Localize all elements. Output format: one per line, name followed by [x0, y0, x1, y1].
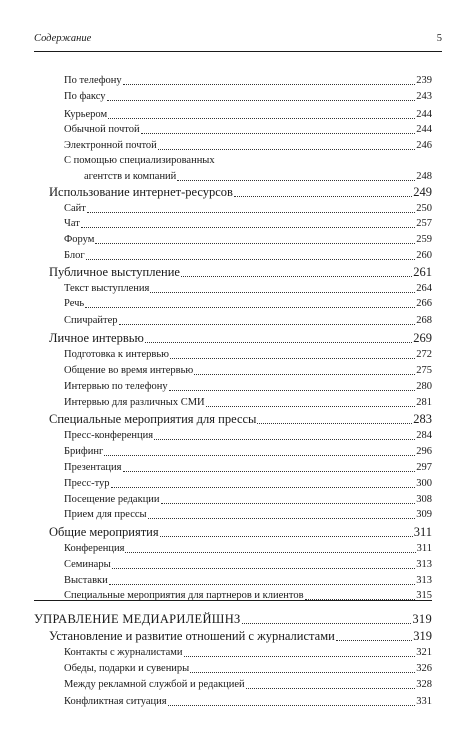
toc-entry-label: Конференция: [64, 543, 125, 554]
dot-leader: [85, 307, 415, 308]
toc-entry-label: Общие мероприятия: [49, 525, 159, 539]
toc-entry-label: Презентация: [64, 462, 122, 473]
toc-entry-page: 244: [416, 109, 432, 120]
dot-leader: [123, 471, 416, 472]
toc-section-entry[interactable]: [64, 510, 432, 521]
toc-part-heading[interactable]: [34, 613, 432, 626]
toc-entry-page: 264: [416, 283, 432, 294]
toc-section-entry[interactable]: [64, 110, 432, 121]
toc-entry-page: 268: [416, 315, 432, 326]
toc-section-entry[interactable]: [64, 648, 432, 659]
toc-entry-label: Специальные мероприятия для прессы: [49, 412, 257, 426]
toc-entry-label: Пресс-тур: [64, 478, 110, 489]
toc-chapter-entry[interactable]: [49, 266, 432, 279]
toc-entry-label: Сайт: [64, 203, 86, 214]
dot-leader: [141, 133, 416, 134]
toc-entry-page: 283: [413, 412, 432, 426]
header-page-number: 5: [436, 33, 442, 44]
toc-entry-label: Контакты с журналистами: [64, 647, 183, 658]
toc-entry-label: Спичрайтер: [64, 315, 118, 326]
toc-entry-page: 326: [416, 663, 432, 674]
toc-entry-label: Установление и развитие отношений с журналистами: [49, 629, 335, 643]
toc-entry-page: 309: [416, 509, 432, 520]
toc-entry-label: По факсу: [64, 91, 106, 102]
toc-section-entry[interactable]: [64, 560, 432, 571]
dot-leader: [190, 672, 415, 673]
dot-leader: [158, 149, 415, 150]
toc-section-entry[interactable]: [64, 76, 432, 87]
dot-leader: [112, 568, 416, 569]
toc-entry-label: Блог: [64, 250, 85, 261]
dot-leader: [160, 536, 413, 537]
section-divider: [34, 600, 432, 601]
toc-chapter-entry[interactable]: [49, 630, 432, 643]
toc-entry-page: 319: [412, 612, 432, 626]
toc-entry-page: 243: [416, 91, 432, 102]
toc-entry-label: Прием для прессы: [64, 509, 147, 520]
toc-section-entry[interactable]: [64, 204, 432, 215]
toc-entry-label: Личное интервью: [49, 331, 144, 345]
dot-leader: [108, 118, 415, 119]
toc-entry-label: Пресс-конференция: [64, 430, 154, 441]
dot-leader: [161, 503, 416, 504]
toc-section-entry[interactable]: [64, 219, 432, 230]
toc-entry-label: агентств и компаний: [84, 171, 177, 182]
toc-section-entry[interactable]: [64, 479, 432, 490]
toc-section-entry[interactable]: [64, 350, 432, 361]
dot-leader: [150, 292, 415, 293]
dot-leader: [95, 243, 415, 244]
toc-section-entry[interactable]: [84, 172, 432, 183]
dot-leader: [177, 180, 415, 181]
dot-leader: [148, 518, 416, 519]
dot-leader: [336, 640, 412, 641]
toc-section-entry[interactable]: [64, 447, 432, 458]
toc-section-entry[interactable]: [64, 664, 432, 675]
toc-entry-page: 257: [416, 218, 432, 229]
toc-entry-page: 313: [416, 559, 432, 570]
toc-section-entry[interactable]: [64, 544, 432, 555]
toc-section-entry[interactable]: [64, 680, 432, 691]
toc-entry-label: Общение во время интервью: [64, 365, 194, 376]
toc-entry-label: Речь: [64, 298, 85, 309]
dot-leader: [170, 358, 415, 359]
toc-entry-page: 248: [416, 171, 432, 182]
toc-entry-page: 321: [416, 647, 432, 658]
toc-entry-label: Курьером: [64, 109, 108, 120]
toc-entry-page: 249: [413, 185, 432, 199]
dot-leader: [194, 374, 415, 375]
toc-section-entry[interactable]: [64, 284, 432, 295]
toc-section-entry[interactable]: [64, 382, 432, 393]
toc-section-entry[interactable]: [64, 576, 432, 587]
toc-entry-label: Чат: [64, 218, 80, 229]
toc-entry-page: 313: [416, 575, 432, 586]
toc-entry-page: 297: [416, 462, 432, 473]
dot-leader: [125, 552, 415, 553]
toc-entry-page: 260: [416, 250, 432, 261]
toc-entry-label: Использование интернет-ресурсов: [49, 185, 233, 199]
toc-entry-label: Подготовка к интервью: [64, 349, 169, 360]
toc-entry-page: 311: [416, 543, 432, 554]
dot-leader: [257, 423, 412, 424]
toc-entry-page: 250: [416, 203, 432, 214]
header-rule: [34, 51, 442, 52]
dot-leader: [184, 656, 416, 657]
toc-section-entry[interactable]: [64, 697, 432, 708]
toc-section-entry[interactable]: [64, 316, 432, 327]
dot-leader: [111, 487, 416, 488]
toc-entry-page: 239: [416, 75, 432, 86]
dot-leader: [145, 342, 412, 343]
toc-section-entry[interactable]: [64, 495, 432, 506]
toc-entry-label: Электронной почтой: [64, 140, 157, 151]
toc-section-entry[interactable]: [64, 92, 432, 103]
toc-entry-page: 280: [416, 381, 432, 392]
toc-entry-page: 281: [416, 397, 432, 408]
toc-entry-page: 311: [413, 525, 432, 539]
toc-entry-page: 269: [413, 331, 432, 345]
toc-entry-label: Интервью для различных СМИ: [64, 397, 205, 408]
dot-leader: [123, 84, 416, 85]
toc-section-entry[interactable]: [64, 299, 432, 310]
dot-leader: [109, 584, 415, 585]
toc-entry-page: 244: [416, 124, 432, 135]
toc-entry-label: Обеды, подарки и сувениры: [64, 663, 190, 674]
dot-leader: [119, 324, 416, 325]
toc-entry-page: 328: [416, 679, 432, 690]
toc-entry-page: 308: [416, 494, 432, 505]
toc-entry-label: УПРАВЛЕНИЕ МЕДИАРИЛЕЙШНЗ: [34, 612, 241, 626]
toc-entry-label: Интервью по телефону: [64, 381, 168, 392]
toc-entry-page: 272: [416, 349, 432, 360]
toc-entry-label: Между рекламной службой и редакцией: [64, 679, 245, 690]
toc-chapter-entry[interactable]: [49, 526, 432, 539]
toc-entry-page: 296: [416, 446, 432, 457]
toc-entry-label: Посещение редакции: [64, 494, 160, 505]
toc-section-entry[interactable]: [64, 463, 432, 474]
toc-entry-label: Обычной почтой: [64, 124, 140, 135]
toc-entry-label: Конфликтная ситуация: [64, 696, 167, 707]
dot-leader: [246, 688, 416, 689]
toc-section-entry[interactable]: [64, 125, 432, 136]
toc-entry-label: Текст выступления: [64, 283, 150, 294]
toc-chapter-entry[interactable]: [49, 413, 432, 426]
toc-entry-page: 319: [413, 629, 432, 643]
dot-leader: [168, 705, 416, 706]
dot-leader: [87, 212, 415, 213]
dot-leader: [107, 100, 416, 101]
dot-leader: [206, 406, 416, 407]
toc-section-entry[interactable]: [64, 366, 432, 377]
dot-leader: [154, 439, 415, 440]
header-title: Содержание: [34, 33, 92, 44]
toc-chapter-entry[interactable]: [49, 186, 432, 199]
toc-entry-label: Брифинг: [64, 446, 104, 457]
toc-section-entry[interactable]: [64, 141, 432, 152]
toc-entry-page: 275: [416, 365, 432, 376]
running-header: [34, 33, 442, 51]
toc-chapter-entry[interactable]: [49, 332, 432, 345]
toc-entry-page: 331: [416, 696, 432, 707]
toc-entry-label-line1: С помощью специализированных: [64, 155, 215, 166]
toc-section-entry[interactable]: [64, 398, 432, 409]
dot-leader: [86, 259, 416, 260]
toc-entry-label: Публичное выступление: [49, 265, 180, 279]
toc-entry-page: 300: [416, 478, 432, 489]
toc-entry-page: 259: [416, 234, 432, 245]
toc-section-entry[interactable]: [64, 431, 432, 442]
dot-leader: [169, 390, 416, 391]
dot-leader: [81, 227, 415, 228]
dot-leader: [234, 196, 412, 197]
toc-entry-page: 284: [416, 430, 432, 441]
toc-entry-page: 261: [413, 265, 432, 279]
toc-entry-label: Семинары: [64, 559, 111, 570]
dot-leader: [242, 623, 412, 624]
toc-entry-label: Специальные мероприятия для партнеров и клиентов: [64, 590, 304, 601]
toc-entry-label: Выставки: [64, 575, 108, 586]
toc-entry-page: 266: [416, 298, 432, 309]
toc-section-entry[interactable]: [64, 235, 432, 246]
toc-section-entry[interactable]: [64, 251, 432, 262]
toc-entry-label: По телефону: [64, 75, 122, 86]
toc-entry-label: Форум: [64, 234, 95, 245]
dot-leader: [104, 455, 415, 456]
toc-entry-page: 315: [416, 590, 432, 601]
dot-leader: [181, 276, 412, 277]
toc-entry-page: 246: [416, 140, 432, 151]
